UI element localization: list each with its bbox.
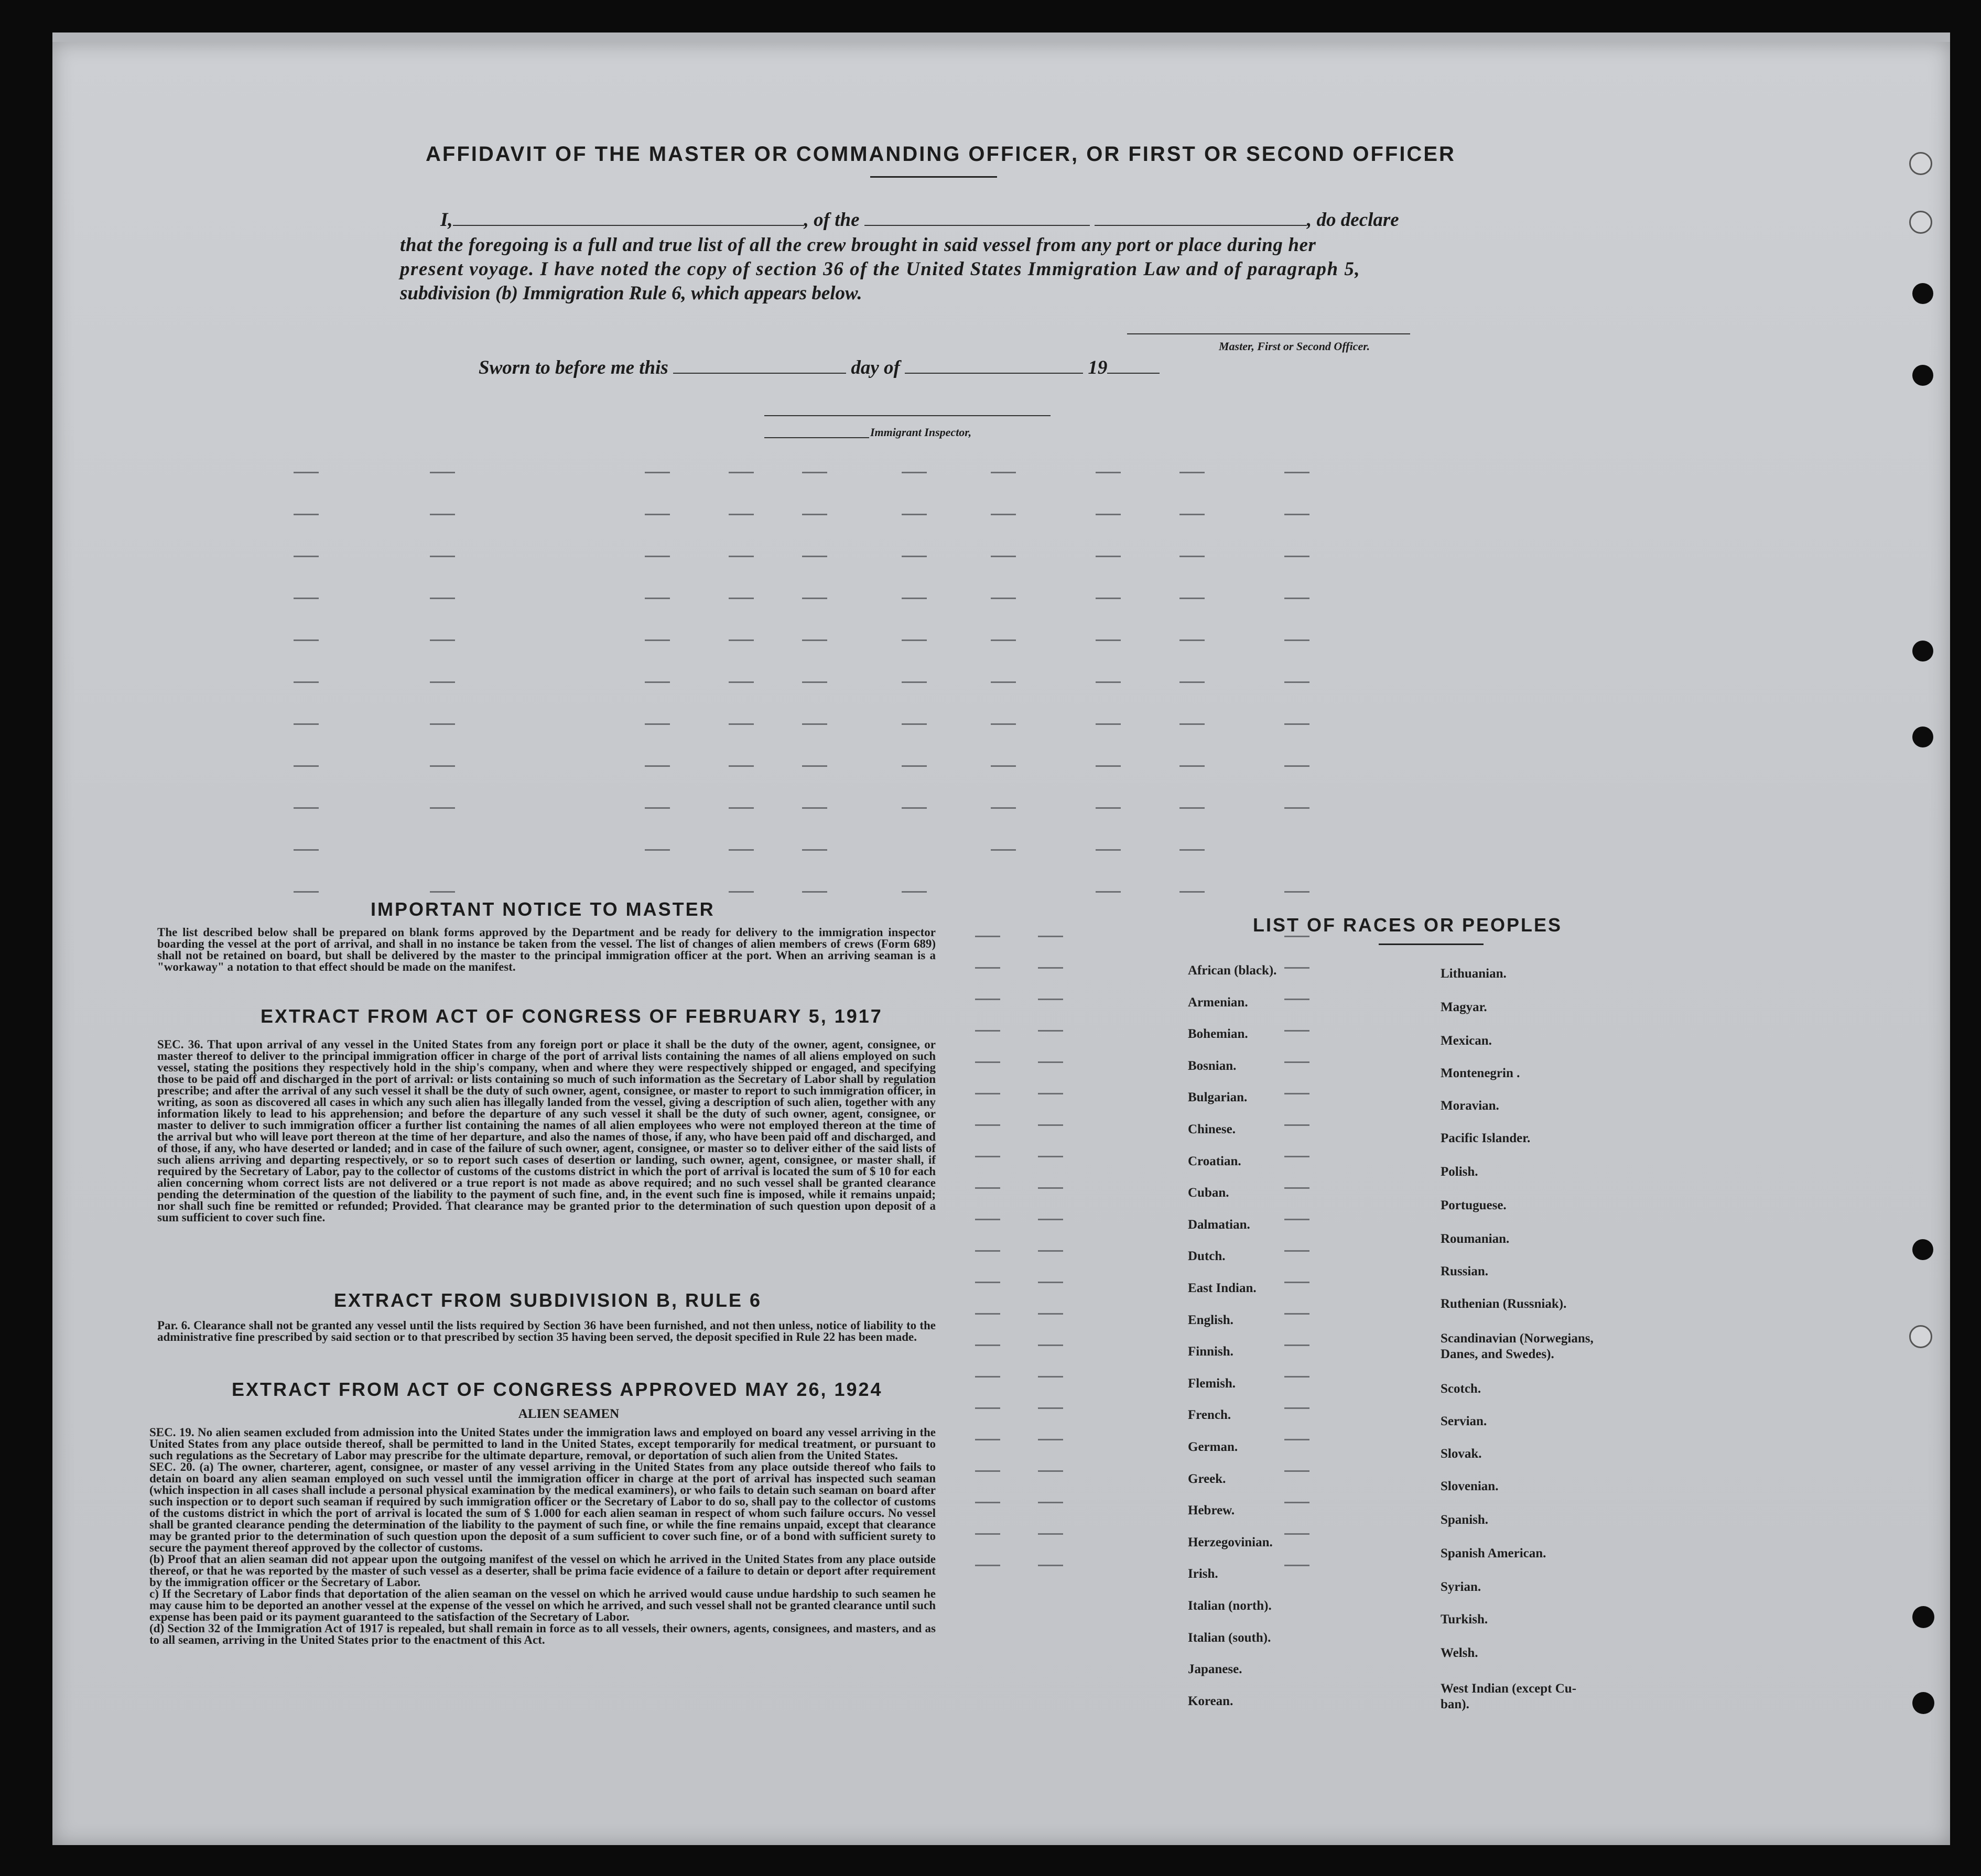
race-entry: Moravian. <box>1441 1099 1499 1113</box>
ghost-dash <box>1096 891 1121 893</box>
ghost-dash <box>1179 807 1205 809</box>
ghost-dash <box>802 765 827 767</box>
ghost-dash <box>902 891 927 893</box>
ghost-dash <box>1038 1093 1063 1094</box>
ghost-dash <box>1096 514 1121 515</box>
ghost-dash <box>902 514 927 515</box>
declaration-line-4: subdivision (b) Immigration Rule 6, which appears below. <box>400 283 862 304</box>
ghost-dash <box>1284 723 1309 725</box>
ghost-dash <box>645 681 670 683</box>
ghost-dash <box>975 936 1000 937</box>
ghost-dash <box>729 891 754 893</box>
sworn-month-blank[interactable] <box>905 373 1083 374</box>
race-entry: Chinese. <box>1188 1122 1236 1136</box>
ghost-dash <box>1179 514 1205 515</box>
race-entry: Bosnian. <box>1188 1058 1237 1073</box>
ghost-dash <box>1179 765 1205 767</box>
ghost-dash <box>1284 1502 1309 1503</box>
ghost-dash <box>294 849 319 851</box>
race-entry: Flemish. <box>1188 1376 1236 1391</box>
ghost-dash <box>645 723 670 725</box>
ghost-dash <box>802 681 827 683</box>
sworn-year-blank[interactable] <box>1107 373 1160 374</box>
binder-hole <box>1909 1325 1932 1348</box>
race-entry: Slovenian. <box>1441 1479 1499 1493</box>
race-entry: Pacific Islander. <box>1441 1131 1531 1145</box>
ghost-dash <box>430 765 455 767</box>
ghost-dash <box>294 514 319 515</box>
ghost-dash <box>902 765 927 767</box>
sec-20a-paragraph: SEC. 20. (a) The owner, charterer, agent, consignee, or master of any vessel arriving in the United States from any place outside thereof who fails to detain on board any alien seaman employed on such vessel until the immigration officer in charge at the port of arrival has inspected such seaman (which inspection in all cases shall include a personal physical examination by the medical examiners), or who fails to detain such seaman on board after such inspection or to deport such seaman if required by such immigration officer or the Secretary of Labor to do so, shall pay to the collector of customs of the customs district in which the port of arrival is located the sum of $ 1.000 for each alien seaman in respect of whom such failure occurs. No vessel shall be granted clearance pending the determination of the liability to the payment of such fine, or while the fine remains unpaid, except that clearance may be granted prior to the determination of such question upon the deposit of a sum sufficient to cover such fine, or of a bond with sufficient surety to secure the payment thereof approved by the collector of customs. <box>149 1460 936 1554</box>
sworn-day-blank[interactable] <box>673 373 846 374</box>
ghost-dash <box>902 807 927 809</box>
ghost-dash <box>991 472 1016 473</box>
race-entry: Welsh. <box>1441 1646 1478 1660</box>
ghost-dash <box>802 639 827 641</box>
race-entry: Bohemian. <box>1188 1027 1248 1042</box>
race-entry: Magyar. <box>1441 1000 1487 1014</box>
ghost-dash <box>1038 1470 1063 1472</box>
ghost-dash <box>645 472 670 473</box>
race-entry: Hebrew. <box>1188 1503 1235 1518</box>
ghost-dash <box>902 723 927 725</box>
race-entry: German. <box>1188 1440 1238 1454</box>
extract-rule6-body: Par. 6. Clearance shall not be granted any vessel until the lists required by Section 36 have been furnished, and not then unless, notice of liability to the administrative fine prescribed by said section or to that prescribed by section 35 having been served, the deposit specified in Rule 22 has been made. <box>157 1319 936 1343</box>
ghost-dash <box>729 849 754 851</box>
ghost-dash <box>1038 1187 1063 1189</box>
binder-hole <box>1912 1692 1934 1714</box>
race-entry: Irish. <box>1188 1567 1218 1581</box>
ghost-dash <box>975 1187 1000 1189</box>
ghost-dash <box>729 472 754 473</box>
ghost-dash <box>1038 1376 1063 1378</box>
ghost-dash <box>1284 1407 1309 1409</box>
ghost-dash <box>294 556 319 557</box>
ghost-dash <box>902 556 927 557</box>
ghost-dash <box>1096 807 1121 809</box>
ghost-dash <box>645 556 670 557</box>
ghost-dash <box>1096 849 1121 851</box>
ghost-dash <box>1284 598 1309 599</box>
ghost-dash <box>802 472 827 473</box>
ghost-dash <box>1038 1439 1063 1440</box>
ghost-dash <box>1284 1470 1309 1472</box>
name-blank[interactable] <box>453 225 804 226</box>
ghost-dash <box>991 807 1016 809</box>
declaration-line-2: that the foregoing is a full and true list of all the crew brought in said vessel from any port or place during her <box>400 234 1316 256</box>
declaration-of-the: , of the <box>804 209 860 231</box>
ghost-dash <box>1284 765 1309 767</box>
race-entry: Finnish. <box>1188 1344 1233 1359</box>
extract-1924-body <box>149 1427 936 1646</box>
ghost-dash <box>975 1156 1000 1157</box>
ghost-dash <box>975 1565 1000 1566</box>
ghost-dash <box>802 849 827 851</box>
ghost-dash <box>975 1030 1000 1032</box>
ghost-dash <box>975 1219 1000 1220</box>
ghost-dash <box>975 1093 1000 1094</box>
binder-hole <box>1912 283 1933 304</box>
race-entry: Cuban. <box>1188 1186 1229 1200</box>
ghost-dash <box>1284 472 1309 473</box>
race-entry: Mexican. <box>1441 1034 1492 1048</box>
notice-body: The list described below shall be prepared on blank forms approved by the Department and be ready for delivery to the immigration inspector boarding the vessel at the port of arrival, and shall in no instance be taken from the vessel. The list of changes of alien members of crews (Form 689) shall not be retained on board, but shall be delivered by the master to the principal immigration officer at the port. When an arriving seaman is a "workaway" a notation to that effect should be made on the manifest. <box>157 926 936 973</box>
ghost-dash <box>1284 1376 1309 1378</box>
ghost-dash <box>294 472 319 473</box>
ghost-dash <box>1179 849 1205 851</box>
ghost-dash <box>1284 639 1309 641</box>
ghost-dash <box>1038 1565 1063 1566</box>
ghost-dash <box>1284 891 1309 893</box>
ghost-dash <box>1038 1282 1063 1283</box>
extract-rule6-title: EXTRACT FROM SUBDIVISION B, RULE 6 <box>334 1289 762 1311</box>
sworn-day-of: day of <box>851 357 900 378</box>
ghost-dash <box>1038 1156 1063 1157</box>
ghost-dash <box>430 598 455 599</box>
ghost-dash <box>645 807 670 809</box>
race-entry: West Indian (except Cu- <box>1441 1682 1577 1696</box>
ghost-dash <box>1038 1030 1063 1032</box>
ghost-dash <box>430 723 455 725</box>
vessel-blank-1[interactable] <box>864 225 1090 226</box>
binder-hole <box>1912 365 1933 386</box>
ghost-dash <box>1096 681 1121 683</box>
race-entry: Italian (north). <box>1188 1599 1272 1613</box>
ghost-dash <box>902 472 927 473</box>
ghost-dash <box>1284 1219 1309 1220</box>
ghost-dash <box>975 1282 1000 1283</box>
ghost-dash <box>729 807 754 809</box>
binder-hole <box>1909 152 1932 175</box>
ghost-dash <box>294 891 319 893</box>
ghost-dash <box>1038 1344 1063 1346</box>
ghost-dash <box>991 514 1016 515</box>
ghost-dash <box>1284 1030 1309 1032</box>
ghost-dash <box>802 514 827 515</box>
race-entry: Servian. <box>1441 1414 1487 1428</box>
sworn-text: Sworn to before me this <box>479 357 668 378</box>
ghost-dash <box>1284 1124 1309 1126</box>
ghost-dash <box>975 1061 1000 1063</box>
race-entry: Spanish American. <box>1441 1546 1546 1560</box>
ghost-dash <box>1038 1219 1063 1220</box>
ghost-dash <box>975 999 1000 1000</box>
race-entry: East Indian. <box>1188 1281 1257 1295</box>
ghost-dash <box>729 723 754 725</box>
race-entry: Herzegovinian. <box>1188 1535 1273 1549</box>
race-entry: Polish. <box>1441 1165 1478 1179</box>
ghost-dash <box>729 514 754 515</box>
ghost-dash <box>991 723 1016 725</box>
ghost-dash <box>902 639 927 641</box>
ghost-dash <box>729 681 754 683</box>
race-entry: Roumanian. <box>1441 1232 1510 1246</box>
ghost-dash <box>975 1376 1000 1378</box>
ghost-dash <box>975 967 1000 969</box>
ghost-dash <box>645 514 670 515</box>
ghost-dash <box>991 598 1016 599</box>
races-title: LIST OF RACES OR PEOPLES <box>1253 914 1563 936</box>
ghost-dash <box>1038 1124 1063 1126</box>
ghost-dash <box>430 639 455 641</box>
ghost-dash <box>1096 639 1121 641</box>
ghost-dash <box>729 765 754 767</box>
ghost-dash <box>430 681 455 683</box>
signature-label: Master, First or Second Officer. <box>1219 340 1370 353</box>
ghost-dash <box>1284 1565 1309 1566</box>
ghost-dash <box>1038 1533 1063 1535</box>
ghost-dash <box>729 556 754 557</box>
binder-hole <box>1912 1606 1934 1628</box>
ghost-dash <box>1038 999 1063 1000</box>
race-entry: Scotch. <box>1441 1382 1481 1396</box>
ghost-dash <box>1284 514 1309 515</box>
ghost-dash <box>802 723 827 725</box>
ghost-dash <box>991 639 1016 641</box>
race-entry: Spanish. <box>1441 1513 1489 1527</box>
race-entry: Portuguese. <box>1441 1198 1507 1212</box>
ghost-dash <box>1284 967 1309 969</box>
race-entry: Dalmatian. <box>1188 1217 1250 1232</box>
ghost-dash <box>430 514 455 515</box>
vessel-blank-2[interactable] <box>1095 225 1307 226</box>
ghost-dash <box>1096 472 1121 473</box>
race-entry: Greek. <box>1188 1471 1226 1486</box>
race-entry: ban). <box>1441 1697 1469 1711</box>
binder-hole <box>1912 726 1933 747</box>
race-entry: Scandinavian (Norwegians, <box>1441 1331 1594 1346</box>
ghost-dash <box>975 1533 1000 1535</box>
race-entry: Dutch. <box>1188 1249 1226 1264</box>
race-entry: French. <box>1188 1408 1231 1423</box>
sec-20d-paragraph: (d) Section 32 of the Immigration Act of 1917 is repealed, but shall remain in force as to all vessels, their owners, agents, consignees, and masters, and as to all seamen, arriving in the United States prior to the enactment of this Act. <box>149 1622 936 1646</box>
race-entry: Syrian. <box>1441 1580 1481 1594</box>
race-entry: Lithuanian. <box>1441 967 1507 981</box>
ghost-dash <box>1038 1250 1063 1252</box>
race-entry: Japanese. <box>1188 1662 1242 1677</box>
ghost-dash <box>975 1470 1000 1472</box>
affidavit-title-rule <box>870 176 997 178</box>
ghost-dash <box>902 681 927 683</box>
binder-hole <box>1912 641 1933 662</box>
ghost-dash <box>1284 1093 1309 1094</box>
inspector-line-lower[interactable] <box>764 437 869 438</box>
ghost-dash <box>802 556 827 557</box>
declaration-i: I, <box>440 209 453 231</box>
ghost-dash <box>1038 967 1063 969</box>
extract-1917-body: SEC. 36. That upon arrival of any vessel in the United States from any foreign port or place it shall be the duty of the owner, agent, consignee, or master thereof to deliver to the principal immigration officer in charge of the port of arrival lists containing the names of all aliens employed on such vessel, stating the positions they respectively hold in the ship's company, when and where they were respectively shipped or engaged, and specifying those to be paid off and discharged in the port of arrival: or lists containing so much of such information as the Secretary of Labor shall by regulation prescribe; and after the arrival of any such vessel it shall be the duty of such owner, agent, consignee, or master to report to such immigration officer, in writing, as soon as discovered all cases in which any such alien has illegally landed from the vessel, giving a description of such alien, together with any information likely to lead to his apprehension; and before the departure of any such vessel it shall be the duty of such owner, agent, consignee, or master to deliver to such immigration officer a further list containing the names of all alien employees who were not employed thereon at the time of the arrival but who will leave port thereon at the time of her departure, and also the names of those, if any, who have been paid off and discharged, and of those, if any, who have deserted or landed; and in case of the failure of such owner, agent, consignee, or master so to deliver either of the said lists of such aliens arriving and departing respectively, or so to report such cases of desertion or landing, such owner, agent, consignee, or master shall, if required by the Secretary of Labor, pay to the collector of customs of the customs district in which the port of arrival is located the sum of $ 10 for each alien concerning whom correct lists are not delivered or a true report is not made as above required; and no such vessel shall be granted clearance pending the determination of the question of the liability to the payment of such fine, and, in the event such fine is imposed, while it remains unpaid; nor shall such fine be remitted or refunded; Provided. That clearance may be granted prior to the determination of such question upon deposit of a sum sufficient to cover such fine. <box>157 1038 936 1224</box>
ghost-dash <box>1038 1313 1063 1315</box>
ghost-dash <box>802 598 827 599</box>
sec-20b-paragraph: (b) Proof that an alien seaman did not appear upon the outgoing manifest of the vessel on which he arrived in the United States from any place outside thereof, or that he was reported by the master of such vessel as a deserter, shall be prima facie evidence of a failure to detain or deport after requirement by the immigration officer or the Secretary of Labor. <box>149 1553 936 1589</box>
ghost-dash <box>294 598 319 599</box>
ghost-dash <box>1038 1502 1063 1503</box>
ghost-dash <box>1284 556 1309 557</box>
race-entry: Armenian. <box>1188 995 1248 1010</box>
ghost-dash <box>729 598 754 599</box>
ghost-dash <box>645 598 670 599</box>
race-entry: Montenegrin . <box>1441 1066 1520 1080</box>
race-entry: Danes, and Swedes). <box>1441 1347 1554 1361</box>
ghost-dash <box>645 765 670 767</box>
binder-hole <box>1912 1239 1933 1260</box>
ghost-dash <box>294 681 319 683</box>
declaration-line-3: present voyage. I have noted the copy of section 36 of the United States Immigration Law and of paragraph 5, <box>400 258 1361 280</box>
ghost-dash <box>1179 472 1205 473</box>
notice-title: IMPORTANT NOTICE TO MASTER <box>371 898 715 920</box>
race-entry: Slovak. <box>1441 1447 1482 1461</box>
ghost-dash <box>1284 999 1309 1000</box>
ghost-dash <box>729 639 754 641</box>
race-entry: African (black). <box>1188 963 1277 978</box>
ghost-dash <box>645 639 670 641</box>
ghost-dash <box>1284 1250 1309 1252</box>
ghost-dash <box>1284 1282 1309 1283</box>
ghost-dash <box>294 639 319 641</box>
sworn-line <box>479 356 1160 379</box>
ghost-dash <box>902 598 927 599</box>
ghost-dash <box>975 1344 1000 1346</box>
ghost-dash <box>1284 1313 1309 1315</box>
ghost-dash <box>975 1502 1000 1503</box>
ghost-dash <box>645 849 670 851</box>
ghost-dash <box>1038 936 1063 937</box>
race-entry: Bulgarian. <box>1188 1090 1248 1105</box>
ghost-dash <box>991 765 1016 767</box>
ghost-dash <box>1284 1439 1309 1440</box>
ghost-dash <box>1179 556 1205 557</box>
ghost-dash <box>1284 1344 1309 1346</box>
ghost-dash <box>430 807 455 809</box>
ghost-dash <box>1284 807 1309 809</box>
ghost-dash <box>1096 723 1121 725</box>
ghost-dash <box>430 556 455 557</box>
declaration-do-declare: , do declare <box>1307 209 1399 231</box>
extract-1924-title: EXTRACT FROM ACT OF CONGRESS APPROVED MAY 26, 1924 <box>232 1379 883 1400</box>
ghost-dash <box>1284 1061 1309 1063</box>
race-entry: Croatian. <box>1188 1154 1241 1168</box>
ghost-dash <box>1284 1156 1309 1157</box>
ghost-dash <box>430 472 455 473</box>
ghost-dash <box>294 723 319 725</box>
race-entry: Italian (south). <box>1188 1630 1271 1645</box>
ghost-dash <box>430 891 455 893</box>
inspector-line-upper[interactable] <box>764 415 1051 416</box>
ghost-dash <box>975 1313 1000 1315</box>
race-entry: Korean. <box>1188 1694 1233 1708</box>
signature-line[interactable] <box>1127 333 1410 334</box>
ghost-dash <box>1179 723 1205 725</box>
race-entry: Russian. <box>1441 1264 1489 1278</box>
declaration-line-1 <box>440 209 1399 231</box>
extract-1917-title: EXTRACT FROM ACT OF CONGRESS OF FEBRUARY 5, 1917 <box>261 1005 883 1027</box>
ghost-dash <box>1038 1061 1063 1063</box>
ghost-dash <box>1096 598 1121 599</box>
sec-20c-paragraph: c) If the Secretary of Labor finds that deportation of the alien seaman on the vessel on which he arrived would cause undue hardship to such seamen he may cause him to be deported an another vessel at the expense of the vessel on which he arrived, and such vessel shall not be granted clearance until such expense has been paid or its payment guaranteed to the satisfaction of the Secretary of Labor. <box>149 1587 936 1623</box>
races-title-rule <box>1379 944 1484 945</box>
sec-19-paragraph: SEC. 19. No alien seamen excluded from admission into the United States under the immigration laws and employed on board any vessel arriving in the United States from any place outside thereof, shall be permitted to land in the United States, except temporarily for medical treatment, or pursuant to such regulations as the Secretary of Labor may prescribe for the ultimate departure, removal, or deportation of such alien from the United States. <box>149 1426 936 1462</box>
ghost-dash <box>975 1439 1000 1440</box>
race-entry: English. <box>1188 1313 1233 1327</box>
ghost-dash <box>294 807 319 809</box>
ghost-dash <box>1179 639 1205 641</box>
affidavit-title: AFFIDAVIT OF THE MASTER OR COMMANDING OFFICER, OR FIRST OR SECOND OFFICER <box>426 143 1456 166</box>
ghost-dash <box>1284 1533 1309 1535</box>
ghost-dash <box>1179 891 1205 893</box>
ghost-dash <box>1179 598 1205 599</box>
ghost-dash <box>1179 681 1205 683</box>
ghost-dash <box>975 1250 1000 1252</box>
ghost-dash <box>802 891 827 893</box>
extract-1924-subtitle: ALIEN SEAMEN <box>518 1407 620 1421</box>
ghost-dash <box>802 807 827 809</box>
ghost-dash <box>1284 681 1309 683</box>
sworn-year: 19 <box>1088 357 1108 378</box>
race-entry: Turkish. <box>1441 1612 1488 1626</box>
ghost-dash <box>975 1124 1000 1126</box>
ghost-dash <box>991 556 1016 557</box>
race-entry: Ruthenian (Russniak). <box>1441 1297 1567 1311</box>
binder-hole <box>1909 211 1932 234</box>
ghost-dash <box>1096 765 1121 767</box>
ghost-dash <box>294 765 319 767</box>
ghost-dash <box>991 681 1016 683</box>
ghost-dash <box>1284 1187 1309 1189</box>
inspector-label: Immigrant Inspector, <box>870 426 972 439</box>
ghost-dash <box>1096 556 1121 557</box>
ghost-dash <box>991 849 1016 851</box>
